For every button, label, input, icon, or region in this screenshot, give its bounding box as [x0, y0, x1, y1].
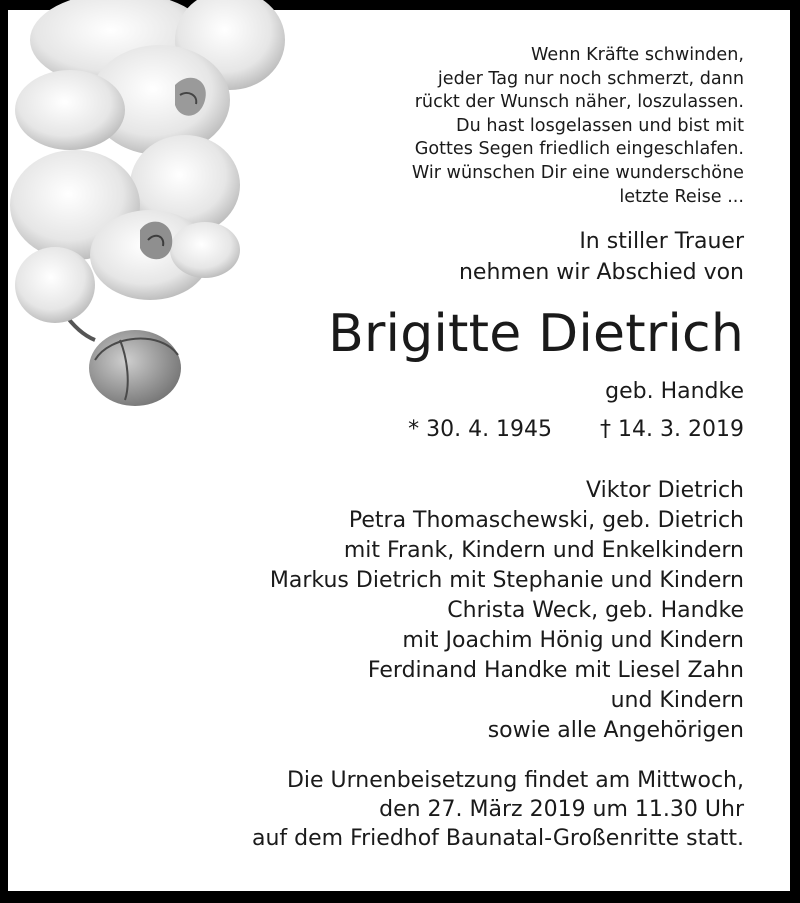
poem: [412, 44, 744, 209]
burial-notice: [252, 766, 744, 853]
family-line: mit Joachim Hönig und Kindern: [402, 628, 744, 653]
mourning-line: nehmen wir Abschied von: [458, 260, 744, 285]
burial-line: Die Urnenbeisetzung findet am Mittwoch,: [286, 768, 744, 793]
family-line: und Kindern: [610, 688, 744, 713]
burial-line: auf dem Friedhof Baunatal-Großenritte statt.: [251, 826, 744, 851]
family-line: Christa Weck, geb. Handke: [447, 598, 744, 623]
family-line: Markus Dietrich mit Stephanie und Kindern: [269, 568, 744, 593]
family-line: Petra Thomaschewski, geb. Dietrich: [348, 508, 744, 533]
family-line: Ferdinand Handke mit Liesel Zahn: [367, 658, 744, 683]
family-line: mit Frank, Kindern und Enkelkindern: [343, 538, 744, 563]
poem-line: Wenn Kräfte schwinden,: [531, 45, 744, 65]
poem-line: Wir wünschen Dir eine wunderschöne: [411, 162, 744, 183]
deceased-name: Brigitte Dietrich: [328, 304, 744, 364]
life-dates: [408, 415, 744, 445]
poem-line: rückt der Wunsch näher, loszulassen.: [414, 92, 744, 113]
poem-line: letzte Reise ...: [619, 186, 744, 207]
poem-line: Du hast losgelassen und bist mit: [456, 115, 744, 136]
mourning-line: In stiller Trauer: [579, 229, 744, 254]
death-date: † 14. 3. 2019: [600, 417, 744, 442]
maiden-name: geb. Handke: [605, 379, 744, 404]
family-list: [270, 476, 744, 746]
birth-date: * 30. 4. 1945: [408, 417, 553, 442]
burial-line: den 27. März 2019 um 11.30 Uhr: [379, 797, 744, 822]
family-line: sowie alle Angehörigen: [487, 718, 744, 743]
poem-line: Gottes Segen friedlich eingeschlafen.: [414, 139, 744, 160]
orchid-image: [0, 0, 290, 440]
mourning-text: [459, 226, 744, 288]
poem-line: jeder Tag nur noch schmerzt, dann: [437, 68, 744, 89]
family-line: Viktor Dietrich: [586, 478, 744, 503]
